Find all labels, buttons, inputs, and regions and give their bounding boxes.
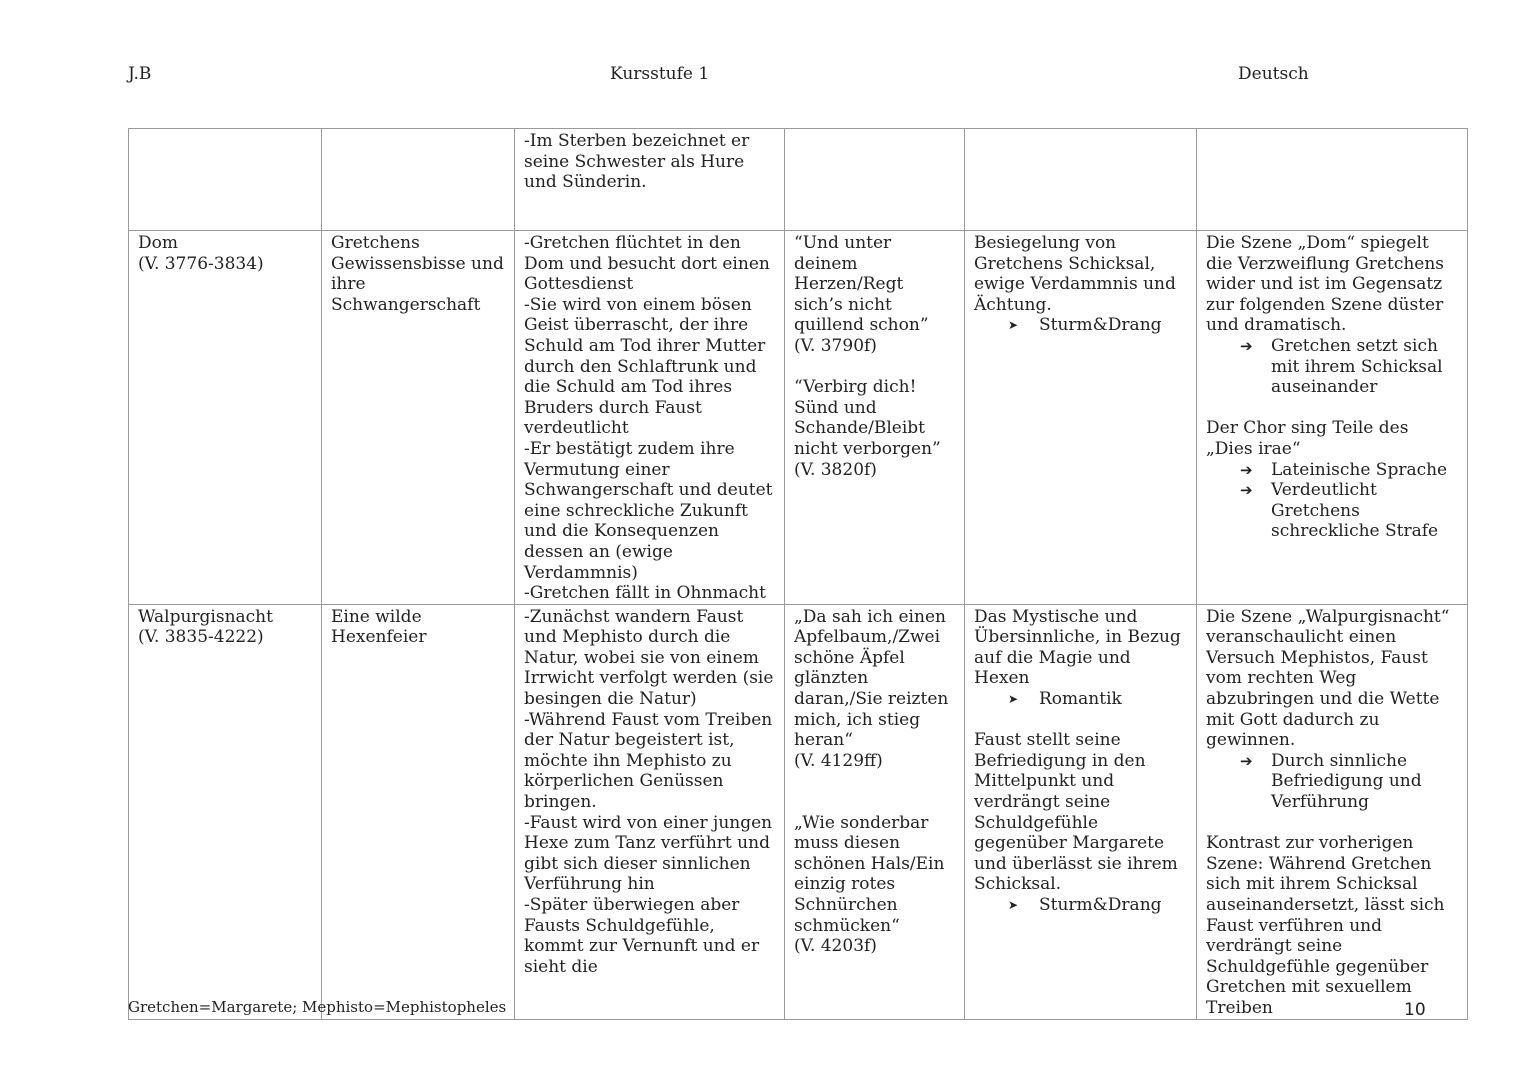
plot-line: -Im Sterben bezeichnet er seine Schwester als Hure und Sünderin. xyxy=(524,131,750,193)
spacer xyxy=(974,710,1187,731)
scene-verses: (V. 3835-4222) xyxy=(138,627,264,648)
epoch-bullet: ➤ Sturm&Drang xyxy=(974,315,1187,336)
plot-line: -Während Faust vom Treiben der Natur begeistert ist, möchte ihn Mephisto zu körperlichen Genüssen bringen. xyxy=(524,709,773,813)
scene-verses: (V. 3776-3834) xyxy=(138,253,264,274)
quote-verse: (V. 3790f) xyxy=(794,335,877,356)
epoch-bullets xyxy=(974,895,1187,916)
content-cell xyxy=(322,231,515,605)
quote-verse: (V. 3820f) xyxy=(794,459,877,480)
page-header xyxy=(0,64,1527,88)
epoch-cell xyxy=(965,231,1197,605)
plot-line: -Später überwiegen aber Fausts Schuldgefühle, kommt zur Vernunft und er sieht die xyxy=(524,895,760,977)
table-row xyxy=(129,231,1468,605)
effect-arrows xyxy=(1206,751,1458,813)
table-row xyxy=(129,129,1468,231)
epoch-bullets xyxy=(974,689,1187,710)
epoch-bullet: ➤ Sturm&Drang xyxy=(974,895,1187,916)
spacer xyxy=(794,771,955,792)
content-cell xyxy=(322,604,515,1019)
quote-text: “Und unter deinem Herzen/Regt sich’s nicht quillend schon” xyxy=(794,233,929,336)
plot-line: -Gretchen fällt in Ohnmacht xyxy=(524,583,766,604)
effect-text: Der Chor sing Teile des „Dies irae“ xyxy=(1206,418,1409,459)
spacer xyxy=(794,792,955,813)
header-author: J.B xyxy=(128,64,152,84)
scene-cell xyxy=(129,129,322,231)
effect-cell xyxy=(1197,604,1468,1019)
header-course: Kursstufe 1 xyxy=(610,64,710,84)
arrow-item: ➔ Verdeutlicht Gretchens schreckliche Strafe xyxy=(1206,480,1458,542)
effect-text: Die Szene „Walpurgisnacht“ veranschaulicht einen Versuch Mephistos, Faust vom rechten Weg abzubringen und die Wette mit Gott dadurch zu gewinnen. xyxy=(1206,606,1450,751)
effect-arrows xyxy=(1206,336,1458,398)
epoch-text: Besiegelung von Gretchens Schicksal, ewige Verdammnis und Ächtung. xyxy=(974,233,1176,315)
effect-text: Kontrast zur vorherigen Szene: Während Gretchen sich mit ihrem Schicksal auseinandersetzt, lässt sich Faust verführen und verdrängt seine Schuldgefühle gegenüber Gretchen mit sexuellem Treiben xyxy=(1206,833,1445,1018)
quotes-cell xyxy=(785,604,965,1019)
quote-text: „Da sah ich einen Apfelbaum,/Zwei schöne Äpfel glänzten daran,/Sie reizten mich, ich stieg heran“ xyxy=(794,606,949,751)
quotes-cell xyxy=(785,129,965,231)
quote-text: “Verbirg dich! Sünd und Schande/Bleibt nicht verborgen” xyxy=(794,377,941,459)
content-cell xyxy=(322,129,515,231)
quote-verse: (V. 4129ff) xyxy=(794,750,883,771)
footer-note: Gretchen=Margarete; Mephisto=Mephistopheles xyxy=(128,998,507,1016)
arrow-item: ➔ Gretchen setzt sich mit ihrem Schicksal auseinander xyxy=(1206,336,1458,398)
scene-title: Walpurgisnacht xyxy=(138,606,273,627)
epoch-text: Das Mystische und Übersinnliche, in Bezug auf die Magie und Hexen xyxy=(974,606,1181,689)
plot-cell xyxy=(515,129,785,231)
spacer xyxy=(1206,813,1458,834)
plot-line: -Zunächst wandern Faust und Mephisto durch die Natur, wobei sie von einem Irrwicht verfolgt werden (sie besingen die Natur) xyxy=(524,606,774,710)
arrow-item: ➔ Durch sinnliche Befriedigung und Verführung xyxy=(1206,751,1458,813)
spacer xyxy=(794,357,955,378)
quotes-cell xyxy=(785,231,965,605)
content-text: Eine wilde Hexenfeier xyxy=(331,606,427,648)
scene-analysis-table xyxy=(128,128,1468,1020)
effect-cell xyxy=(1197,231,1468,605)
effect-cell xyxy=(1197,129,1468,231)
epoch-text: Faust stellt seine Befriedigung in den Mittelpunkt und verdrängt seine Schuldgefühle gegenüber Margarete und überlässt sie ihrem Schicksal. xyxy=(974,730,1178,895)
epoch-bullet: ➤ Romantik xyxy=(974,689,1187,710)
spacer xyxy=(1206,398,1458,419)
scene-cell xyxy=(129,604,322,1019)
arrow-item: ➔ Lateinische Sprache xyxy=(1206,460,1458,481)
plot-line: -Er bestätigt zudem ihre Vermutung einer Schwangerschaft und deutet eine schreckliche Zukunft und die Konsequenzen dessen an (ewige Verdammnis) xyxy=(524,438,773,583)
plot-cell xyxy=(515,231,785,605)
effect-text: Die Szene „Dom“ spiegelt die Verzweiflung Gretchens wider und ist im Gegensatz zur folgenden Szene düster und dramatisch. xyxy=(1206,233,1445,336)
header-subject: Deutsch xyxy=(1238,64,1309,84)
plot-line: -Sie wird von einem bösen Geist überrascht, der ihre Schuld am Tod ihrer Mutter durch den Schlaftrunk und die Schuld am Tod ihres Bruders durch Faust verdeutlicht xyxy=(524,294,766,439)
plot-cell xyxy=(515,604,785,1019)
plot-line: -Faust wird von einer jungen Hexe zum Tanz verführt und gibt sich dieser sinnlichen Verführung hin xyxy=(524,812,773,895)
content-text: Gretchens Gewissensbisse und ihre Schwangerschaft xyxy=(331,233,504,315)
scene-cell xyxy=(129,231,322,605)
epoch-cell xyxy=(965,604,1197,1019)
plot-line: -Gretchen flüchtet in den Dom und besucht dort einen Gottesdienst xyxy=(524,233,770,295)
quote-verse: (V. 4203f) xyxy=(794,936,877,957)
scene-title: Dom xyxy=(138,233,178,253)
epoch-bullets xyxy=(974,315,1187,336)
page-number: 10 xyxy=(1404,1000,1426,1020)
effect-arrows xyxy=(1206,460,1458,542)
table-row xyxy=(129,604,1468,1019)
epoch-cell xyxy=(965,129,1197,231)
quote-text: „Wie sonderbar muss diesen schönen Hals/Ein einzig rotes Schnürchen schmücken“ xyxy=(794,812,945,936)
